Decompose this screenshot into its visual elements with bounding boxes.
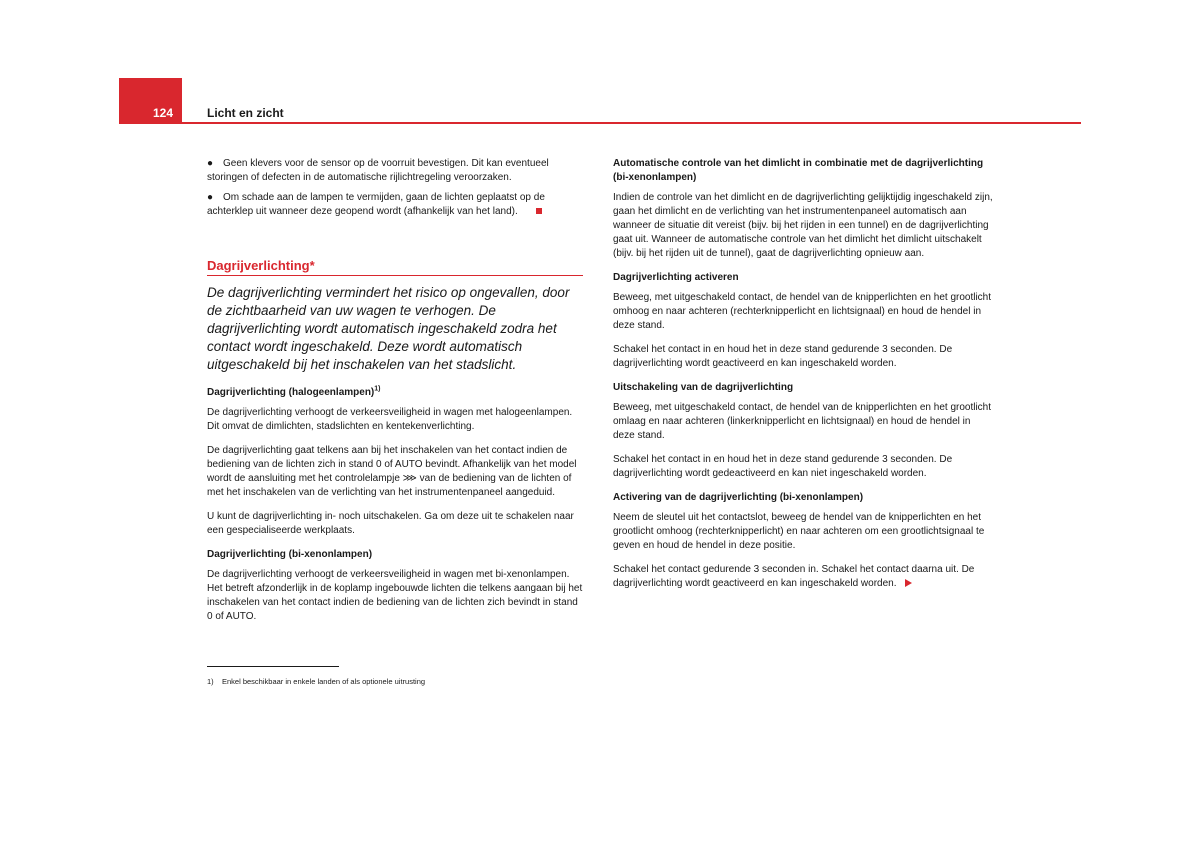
right-column xyxy=(613,157,993,591)
paragraph: Schakel het contact in en houd het in deze stand gedurende 3 seconden. De dagrijverlichting wordt geactiveerd en kan ingeschakeld worden. xyxy=(613,344,953,369)
paragraph: Beweeg, met uitgeschakeld contact, de hendel van de knipperlichten en het grootlicht omhoog en naar achteren (rechterknipperlicht en lichtsignaal) en houd de hendel in deze stand. xyxy=(613,292,992,331)
paragraph: Schakel het contact in en houd het in deze stand gedurende 3 seconden. De dagrijverlichting wordt gedeactiveerd en kan niet ingeschakeld worden. xyxy=(613,454,953,479)
paragraph-text: Schakel het contact gedurende 3 seconden in. Schakel het contact daarna uit. De dagrijverlichting wordt geactiveerd en kan ingeschakeld worden. xyxy=(613,564,975,589)
bullet-item xyxy=(207,191,583,219)
footnote-mark: 1) xyxy=(207,677,214,686)
subheading-halogen xyxy=(207,386,583,400)
end-of-section-icon xyxy=(536,208,542,214)
subheading-xenon-activation: Activering van de dagrijverlichting (bi-xenonlampen) xyxy=(613,492,864,503)
subheading-deactivate: Uitschakeling van de dagrijverlichting xyxy=(613,382,794,393)
paragraph: De dagrijverlichting verhoogt de verkeersveiligheid in wagen met bi-xenonlampen. Het betreft afzonderlijk in de koplamp ingebouwde lichten die telkens aangaan bij het inschakelen van het contact indien de bediening van de lichten zich bevindt in stand 0 of AUTO. xyxy=(207,569,583,622)
footnote xyxy=(207,677,425,686)
bullet-item xyxy=(207,157,583,185)
subheading-halogen-text: Dagrijverlichting (halogeenlampen) xyxy=(207,387,375,398)
paragraph: De dagrijverlichting verhoogt de verkeersveiligheid in wagen met halogeenlampen. Dit omvat de dimlichten, stadslichten en kentekenverlichting. xyxy=(207,407,573,432)
paragraph: Neem de sleutel uit het contactslot, beweeg de hendel van de knipperlichten en het grootlicht omhoog (rechterknipperlicht) en naar achteren om een grootlichtsignaal te geven en houd de hendel in deze positie. xyxy=(613,512,985,551)
footnote-ref: 1) xyxy=(374,385,381,393)
paragraph: U kunt de dagrijverlichting in- noch uitschakelen. Ga om deze uit te schakelen naar een gespecialiseerde werkplaats. xyxy=(207,511,574,536)
subheading-xenon: Dagrijverlichting (bi-xenonlampen) xyxy=(207,549,373,560)
subheading-activate: Dagrijverlichting activeren xyxy=(613,272,739,283)
section-intro: De dagrijverlichting vermindert het risico op ongevallen, door de zichtbaarheid van uw wagen te verhogen. De dagrijverlichting wordt automatisch ingeschakeld zodra het contact wordt ingeschakeld. Deze wordt automatisch uitgeschakeld bij het inschakelen van het stadslicht. xyxy=(207,285,570,372)
subheading-auto-control: Automatische controle van het dimlicht in combinatie met de dagrijverlichting (bi-xenonlampen) xyxy=(613,158,984,183)
continue-arrow-icon xyxy=(905,579,912,587)
paragraph: De dagrijverlichting gaat telkens aan bij het inschakelen van het contact indien de bediening van de lichten zich in stand 0 of AUTO bevindt. Afhankelijk van het model wordt de aansluiting met het controlelampje ⋙ van de bediening van de lichten of met het inschakelen van de verlichting van het instrumentenpaneel aangeduid. xyxy=(207,445,577,498)
footnote-text: Enkel beschikbaar in enkele landen of als optionele uitrusting xyxy=(222,677,426,686)
left-column xyxy=(207,157,583,624)
footnote-rule xyxy=(207,666,339,667)
bullet-text: Om schade aan de lampen te vermijden, gaan de lichten geplaatst op de achterklep uit wanneer deze geopend wordt (afhankelijk van het land). xyxy=(207,192,545,217)
paragraph: Indien de controle van het dimlicht en de dagrijverlichting gelijktijdig ingeschakeld zijn, gaan het dimlicht en de verlichting van het instrumentenpaneel automatisch aan wanneer de situatie dit vereist (bijv. bij het rijden in een tunnel) en de dagrijverlichting gaat uit. Wanneer de automatische controle van het dimlicht het dimlicht uitschakelt (bijv. bij het rijden uit de tunnel), gaat de dagrijverlichting opnieuw aan. xyxy=(613,192,993,259)
page-number: 124 xyxy=(153,106,174,120)
bullet-text: Geen klevers voor de sensor op de voorruit bevestigen. Dit kan eventueel storingen of defecten in de automatische rijlichtregeling veroorzaken. xyxy=(207,158,549,183)
bullet-icon: ● xyxy=(207,158,214,169)
paragraph: Beweeg, met uitgeschakeld contact, de hendel van de knipperlichten en het grootlicht omlaag en naar achteren (linkerknipperlicht en lichtsignaal) en houd de hendel in deze stand. xyxy=(613,402,992,441)
section-title: Dagrijverlichting* xyxy=(207,259,583,276)
header-rule xyxy=(119,122,1081,124)
bullet-icon: ● xyxy=(207,192,214,203)
paragraph xyxy=(613,563,993,591)
chapter-title: Licht en zicht xyxy=(207,106,284,120)
